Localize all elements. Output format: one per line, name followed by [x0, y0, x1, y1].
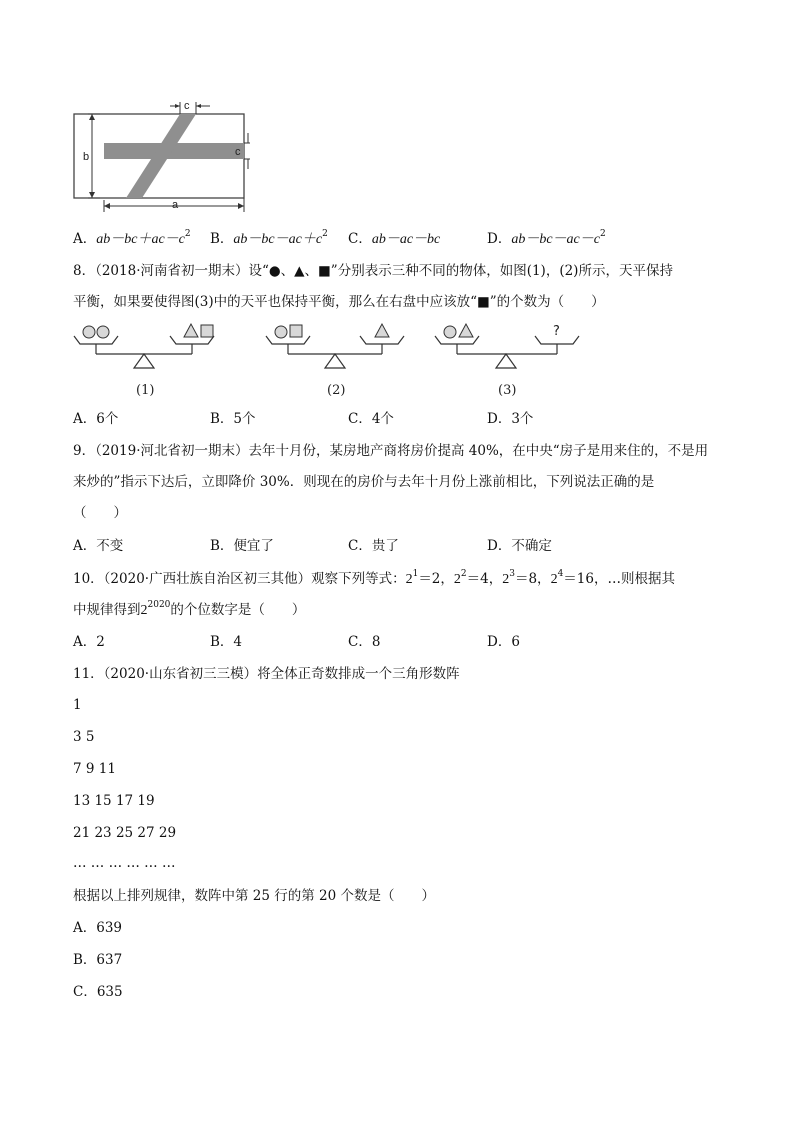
q9-option-c: C．贵了 — [348, 538, 399, 554]
q9-line-3: （ ） — [73, 505, 127, 521]
q9-option-b: B．便宜了 — [210, 538, 274, 554]
caption-1: (1) — [136, 383, 155, 398]
q11-line-1: 11．（2020·山东省初三三模）将全体正奇数排成一个三角形数阵 — [73, 666, 460, 682]
q11-row-5: 21 23 25 27 29 — [73, 825, 177, 841]
q11-row-2: 3 5 — [73, 729, 95, 745]
circle-object — [83, 326, 95, 338]
label-c-right: c — [235, 146, 241, 158]
q10-option-a: A．2 — [73, 634, 105, 650]
q8-option-b: B．5个 — [210, 411, 256, 427]
q11-option-c: C．635 — [73, 984, 123, 1000]
q11-row-1: 1 — [73, 697, 82, 713]
q11-option-a: A．639 — [73, 920, 123, 936]
q8-line-2: 平衡，如果要使得图(3)中的天平也保持平衡，那么在右盘中应该放“■”的个数为（ ） — [73, 294, 605, 310]
label-a: a — [172, 199, 179, 211]
q7-option-c: C．ab－ac－bc — [348, 231, 441, 247]
q8-line-1: 8．（2018·河南省初一期末）设“●、▲、■”分别表示三种不同的物体，如图(1)，(2)所示，天平保持 — [73, 263, 673, 279]
circle-object — [275, 326, 287, 338]
label-b: b — [83, 151, 90, 163]
q11-row-4: 13 15 17 19 — [73, 793, 155, 809]
square-object — [290, 325, 302, 337]
q8-option-c: C．4个 — [348, 411, 394, 427]
circle-object — [444, 326, 456, 338]
q9-option-d: D．不确定 — [487, 538, 552, 554]
triangle-object — [459, 324, 473, 337]
q8-option-d: D．3个 — [487, 411, 534, 427]
q9-option-a: A．不变 — [73, 538, 124, 554]
circle-object — [97, 326, 109, 338]
q11-question: 根据以上排列规律，数阵中第 25 行的第 20 个数是（ ） — [73, 888, 436, 904]
q7-option-a: A．$ab-bc+ac-c^2$ — [73, 229, 191, 247]
q9-line-1: 9．（2019·河北省初一期末）去年十月份，某房地产商将房价提高 40%，在中央“房子是用来住的，不是用 — [73, 443, 709, 459]
q11-row-3: 7 9 11 — [73, 761, 116, 777]
q8-option-a: A．6个 — [73, 411, 119, 427]
q11-row-6: … … … … … … — [73, 855, 176, 871]
label-c-top: c — [184, 100, 190, 112]
q9-line-2: 来炒的”指示下达后，立即降价 30%．则现在的房价与去年十月份上涨前相比，下列说法正确的是 — [73, 474, 655, 490]
caption-3: (3) — [498, 383, 517, 398]
q7-option-d: D．$ab-bc-ac-c^2$ — [487, 229, 606, 247]
q10-line-2: 中规律得到$2^{2020}$的个位数字是（ ） — [73, 600, 306, 618]
q7-option-b: B．$ab-bc-ac+c^2$ — [210, 229, 328, 247]
triangle-object — [375, 324, 389, 337]
caption-2: (2) — [327, 383, 346, 398]
q11-option-b: B．637 — [73, 952, 123, 968]
q10-option-d: D．6 — [487, 634, 520, 650]
q10-option-c: C．8 — [348, 634, 381, 650]
triangle-object — [184, 324, 198, 337]
q10-line-1: 10．（2020·广西壮族自治区初三其他）观察下列等式：$2^1=2$，$2^2=4$，$2^3=8$，$2^4=16$，…则根据其 — [73, 569, 675, 587]
balance-figures — [70, 318, 590, 402]
square-object — [201, 325, 213, 337]
question-mark: ? — [553, 324, 560, 339]
road-figure — [70, 100, 250, 215]
q10-option-b: B．4 — [210, 634, 243, 650]
